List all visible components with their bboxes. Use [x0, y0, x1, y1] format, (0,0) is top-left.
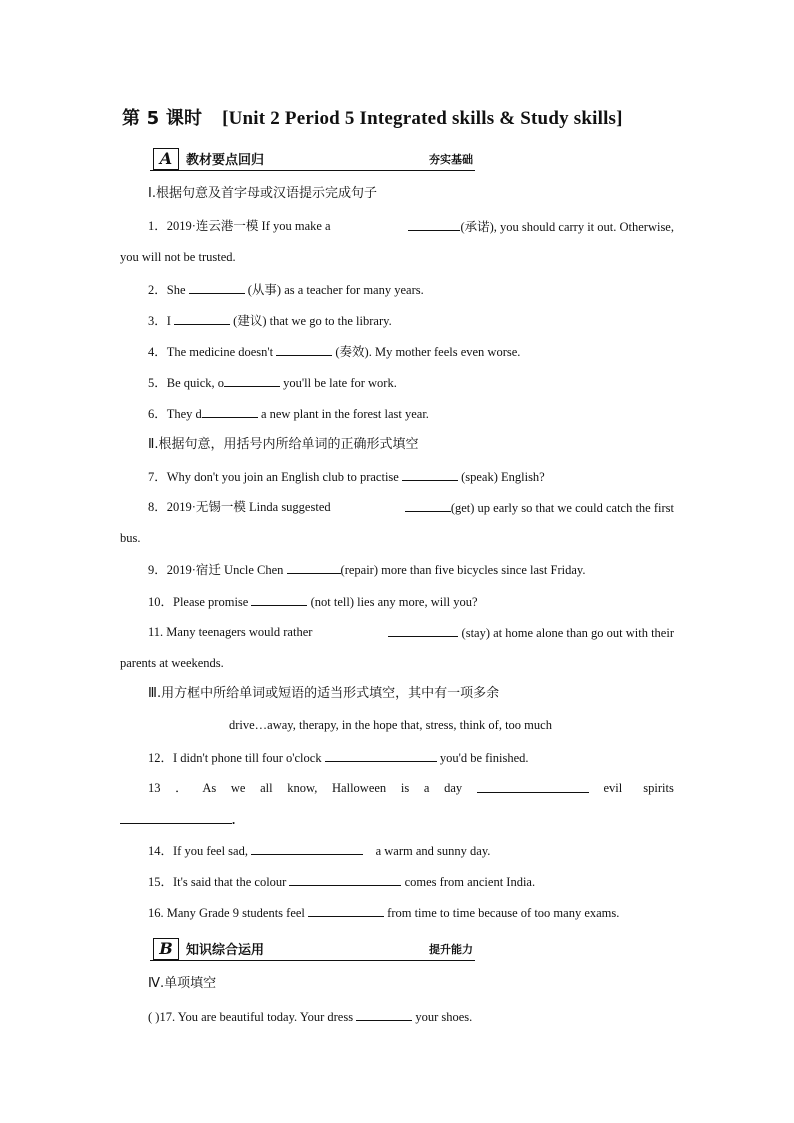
question-1	[148, 218, 674, 235]
question-2	[148, 281, 424, 298]
q2-blank	[189, 281, 245, 294]
q12-blank	[325, 749, 437, 762]
q2-text-a: 2．She	[148, 283, 186, 297]
question-4	[148, 343, 520, 360]
q17-text-a: ( )17. You are beautiful today. Your dress	[148, 1010, 354, 1024]
section-heading-2: Ⅱ.根据句意，用括号内所给单词的正确形式填空	[148, 437, 419, 452]
q7-text-a: 7．Why don't you join an English club to practise	[148, 470, 399, 484]
q8-text-a: 8．2019·无锡一模 Linda suggested	[148, 500, 331, 514]
q13-word: is	[400, 781, 410, 795]
badge-b: B	[153, 938, 179, 960]
q5-text-a: 5．Be quick, o	[148, 376, 225, 390]
q12-text-b: you'd be finished.	[439, 751, 529, 765]
q5-text-b: you'll be late for work.	[283, 376, 397, 390]
q6-text-a: 6．They d	[148, 407, 202, 421]
q13-word: 13	[148, 781, 161, 795]
q16-text-b: from time to time because of too many exams.	[387, 906, 620, 920]
word-box: drive…away, therapy, in the hope that, stress, think of, too much	[229, 718, 552, 732]
q13-word: all	[260, 781, 273, 795]
question-16	[148, 904, 619, 921]
section-bar-a	[150, 146, 475, 171]
section-bar-b	[150, 936, 475, 961]
q8-continuation: bus.	[120, 531, 141, 545]
question-8	[148, 499, 674, 516]
q15-blank	[289, 873, 401, 886]
q13-blank	[477, 780, 589, 793]
section-heading-4: Ⅳ.单项填空	[148, 976, 217, 991]
section-heading-3: Ⅲ.用方框中所给单词或短语的适当形式填空，其中有一项多余	[148, 686, 500, 701]
q10-blank	[251, 593, 307, 606]
q17-text-b: your shoes.	[415, 1010, 473, 1024]
question-11	[148, 624, 674, 641]
q3-text-b: (建议) that we go to the library.	[233, 314, 392, 328]
q1-blank	[408, 218, 460, 231]
question-13	[148, 780, 674, 796]
question-10	[148, 593, 478, 610]
q15-text-b: comes from ancient India.	[404, 875, 536, 889]
q12-text-a: 12．I didn't phone till four o'clock	[148, 751, 322, 765]
q3-blank	[174, 312, 230, 325]
question-15	[148, 873, 535, 890]
q11-text-b: (stay) at home alone than go out with their	[461, 626, 674, 640]
q13-continuation	[120, 811, 235, 828]
q13-word: evil spirits	[603, 781, 674, 795]
q8-blank	[405, 499, 451, 512]
section-heading-1: Ⅰ.根据句意及首字母或汉语提示完成句子	[148, 186, 377, 201]
q11-continuation: parents at weekends.	[120, 656, 224, 670]
q13-word: As	[202, 781, 217, 795]
unit-label: [Unit 2 Period 5 Integrated skills & Study skills]	[222, 108, 623, 129]
q9-text-a: 9．2019·宿迁 Uncle Chen	[148, 563, 284, 577]
q4-blank	[276, 343, 332, 356]
q14-blank	[251, 842, 363, 855]
q13-blank-2	[120, 811, 232, 824]
q16-blank	[308, 904, 384, 917]
question-5	[148, 374, 397, 391]
bar-a-subtitle: 夯实基础	[429, 153, 473, 166]
q6-text-b: a new plant in the forest last year.	[260, 407, 429, 421]
q1-continuation: you will not be trusted.	[120, 250, 236, 264]
q14-text-b: a warm and sunny day.	[375, 844, 491, 858]
q14-text-a: 14．If you feel sad,	[148, 844, 248, 858]
q13-word: a	[423, 781, 430, 795]
question-7	[148, 468, 545, 485]
q4-text-b: (奏效). My mother feels even worse.	[335, 345, 521, 359]
lesson-label: 第 5 课时	[122, 108, 203, 129]
q17-blank	[356, 1008, 412, 1021]
q8-text-b: (get) up early so that we could catch the first	[450, 501, 674, 515]
page-title	[122, 104, 623, 130]
q7-blank	[402, 468, 458, 481]
q3-text-a: 3．I	[148, 314, 171, 328]
q7-text-b: (speak) English?	[461, 470, 545, 484]
q4-text-a: 4．The medicine doesn't	[148, 345, 274, 359]
q1-text-b: (承诺), you should carry it out. Otherwise,	[460, 220, 674, 234]
bar-b-subtitle: 提升能力	[429, 943, 473, 956]
question-3	[148, 312, 392, 329]
q10-text-b: (not tell) lies any more, will you?	[310, 595, 478, 609]
q10-text-a: 10．Please promise	[148, 595, 249, 609]
q6-blank	[202, 405, 258, 418]
bar-a-title: 教材要点回归	[186, 153, 265, 168]
q5-blank	[224, 374, 280, 387]
q16-text-a: 16. Many Grade 9 students feel	[148, 906, 305, 920]
question-6	[148, 405, 429, 422]
q13-word: day	[444, 781, 463, 795]
q11-text-a: 11. Many teenagers would rather	[148, 625, 313, 639]
q2-text-b: (从事) as a teacher for many years.	[247, 283, 424, 297]
question-14	[148, 842, 490, 859]
q11-blank	[388, 624, 458, 637]
q9-text-b: (repair) more than five bicycles since last Friday.	[340, 563, 586, 577]
q13-word: we	[230, 781, 246, 795]
question-9	[148, 561, 585, 578]
q1-text-a: 1．2019·连云港一模 If you make a	[148, 219, 331, 233]
question-12	[148, 749, 529, 766]
q15-text-a: 15．It's said that the colour	[148, 875, 287, 889]
q13-word: ．	[175, 781, 188, 795]
q13-word: Halloween	[332, 781, 387, 795]
question-17	[148, 1008, 472, 1025]
q13-word: know,	[287, 781, 318, 795]
badge-a: A	[153, 148, 179, 170]
q9-blank	[287, 561, 341, 574]
q13-period: .	[232, 813, 236, 827]
bar-b-title: 知识综合运用	[186, 943, 265, 958]
